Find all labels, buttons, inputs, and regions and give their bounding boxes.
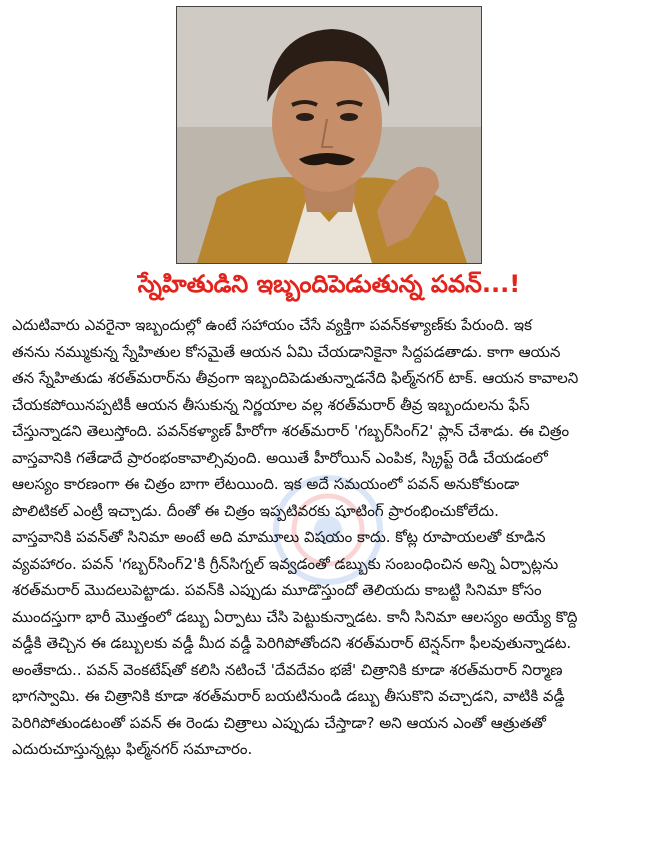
actor-photo [176,6,482,264]
article-line: ముందస్తుగా భారీ మొత్తంలో డబ్బు ఏర్పాటు చేసి పెట్టుకున్నాడట. కానీ సినిమా ఆలస్యం అయ్యే కొద్ది [12,607,578,626]
article-line: వడ్డీకి తెచ్చిన ఈ డబ్బులకు వడ్డీ మీద వడ్డీ పెరిగిపోతోందని శరత్‌మరార్ టెన్షన్‌గా ఫీలవుతున్నాడట. [12,634,572,652]
article-line: వాస్తవానికి గతేడాదే ప్రారంభంకావాల్సివుంది. అయితే హీరోయిన్ ఎంపిక, స్క్రిప్ట్ రెడీ చేయడంలో [12,448,548,467]
article-line: తనను నమ్ముకున్న స్నేహితుల కోసమైతే ఆయన ఏమి చేయడానికైనా సిద్దపడతాడు. కాగా ఆయన [12,342,561,361]
article-line: అంతేకాదు.. పవన్ వెంకటేష్‌తో కలిసి నటించే 'దేవదేవం భజే' చిత్రానికి కూడా శరత్‌మరార్ నిర్మాణ [12,660,563,679]
article-line: ఆలస్యం కారణంగా ఈ చిత్రం బాగా లేటయింది. ఇక అదే సమయంలో పవన్ అనుకోకుండా [12,475,520,493]
portrait-illustration [177,7,481,263]
article-line: వాస్తవానికి పవన్‌తో సినిమా అంటే అది మామూలు విషయం కాదు. కోట్ల రూపాయలతో కూడిన [12,528,546,546]
article-line: ఎదుటివారు ఎవరైనా ఇబ్బందుల్లో ఉంటే సహాయం చేసే వ్యక్తిగా పవన్‌కళ్యాణ్‌కు పేరుంది. ఇక [12,316,532,334]
article-line: చేస్తున్నాడని తెలుస్తోంది. పవన్‌కళ్యాణ్ హీరోగా శరత్‌మరార్ 'గబ్బర్‌సింగ్2' ప్లాన్ చేశాడు. ఈ చిత్రం [12,422,570,440]
article-line: పెరిగిపోతుండటంతో పవన్ ఈ రెండు చిత్రాలు ఎప్పుడు చేస్తాడా? అని ఆయన ఎంతో ఆత్రుతతో [12,713,546,732]
article-line: ఎదురుచూస్తున్నట్లు ఫిల్మ్‌నగర్ సమాచారం. [12,740,253,758]
article-line: తన స్నేహితుడు శరత్‌మరార్‌ను తీవ్రంగా ఇబ్బందిపెడుతున్నాడనేది ఫిల్మ్‌నగర్ టాక్. ఆయన కావాలని [12,369,579,387]
article-body [12,312,646,763]
article-line: పొలిటికల్ ఎంట్రీ ఇచ్చాడు. దీంతో ఈ చిత్రం ఇప్పటివరకు షూటింగ్ ప్రారంభించుకోలేదు. [12,501,499,520]
article-line: చేయకపోయినప్పటికీ ఆయన తీసుకున్న నిర్ణయాల వల్ల శరత్‌మరార్ తీవ్ర ఇబ్బందులను ఫేస్ [12,395,530,414]
article-line: శరత్‌మరార్ మొదలుపెట్టాడు. పవన్‌కి ఎప్పుడు మూడొస్తుందో తెలియదు కాబట్టి సినిమా కోసం [12,581,542,599]
article-line: వ్యవహారం. పవన్ 'గబ్బర్‌సింగ్2'కి గ్రీన్‌సిగ్నల్ ఇవ్వడంతో డబ్బుకు సంబంధించిన అన్ని ఏర్పాట్లను [12,554,559,573]
article-line: భాగస్వామి. ఈ చిత్రానికి కూడా శరత్‌మరార్ బయటినుండి డబ్బు తీసుకొని వచ్చాడని, వాటికి వడ్డీ [12,687,565,705]
headline: స్నేహితుడిని ఇబ్బందిపెడుతున్న పవన్...! [137,270,521,298]
